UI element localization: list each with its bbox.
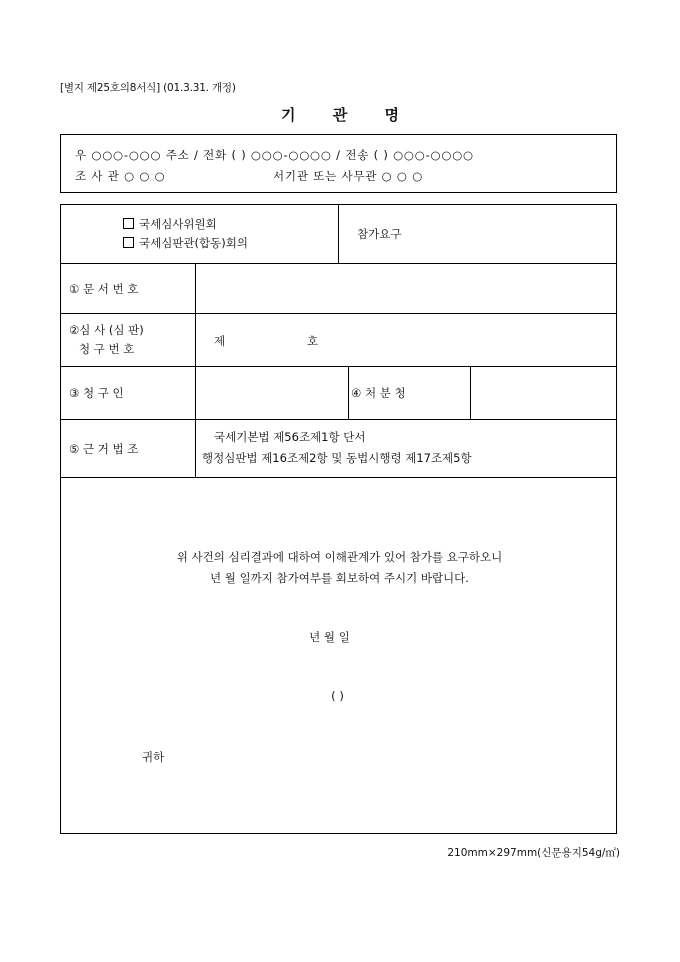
form-reference: [별지 제25호의8서식] (01.3.31. 개정) [60, 82, 236, 94]
paper-spec: 210mm×297mm(신문용지54g/㎡) [447, 847, 620, 859]
legal-basis-item: 행정심판법 제16조제2항 및 동법시행령 제17조제5항 [202, 451, 472, 465]
doc-number-label: ① 문 서 번 호 [69, 282, 139, 296]
agency-label: ④ 처 분 청 [351, 386, 406, 400]
request-form-table [60, 204, 617, 834]
request-paragraph-line2: 년 월 일까지 참가여부를 회보하여 주시기 바랍니다. [210, 571, 469, 585]
page-title: 기 관 명 [281, 106, 415, 124]
sender-officer-line [75, 168, 424, 184]
option-tribunal-meeting[interactable]: 국세심판관(합동)회의 [123, 235, 248, 251]
recipient-honorific: 귀하 [142, 750, 165, 764]
date-line: 년 월 일 [309, 630, 350, 644]
sender-header-box [60, 134, 617, 193]
legal-basis-item: 국세기본법 제56조제1항 단서 [214, 430, 366, 444]
signature-line: ( ) [331, 689, 344, 703]
claimant-label: ③ 청 구 인 [69, 386, 124, 400]
request-paragraph-line1: 위 사건의 심리결과에 대하여 이해관계가 있어 참가를 요구하오니 [176, 550, 503, 564]
legal-basis-label: ⑤ 근 거 법 조 [69, 442, 139, 456]
claim-number-label-2: 청 구 번 호 [79, 342, 135, 356]
checkbox-review-committee[interactable] [123, 218, 134, 229]
claim-number-label-1: ②심 사 (심 판) [69, 323, 144, 337]
request-type: 참가요구 [357, 227, 402, 241]
sender-contact-line: 우 ○○○-○○○ 주소 / 전화 ( ) ○○○-○○○○ / 전송 ( ) ○○○-○○○○ [75, 148, 474, 162]
claim-suffix: 호 [307, 334, 319, 348]
claim-prefix: 제 [214, 334, 226, 348]
investigator-name: 조 사 관 ○ ○ ○ [75, 169, 166, 183]
option-review-committee[interactable]: 국세심사위원회 [123, 216, 217, 232]
checkbox-tribunal-meeting[interactable] [123, 237, 134, 248]
officer-name: 서기관 또는 사무관 ○ ○ ○ [273, 169, 424, 183]
